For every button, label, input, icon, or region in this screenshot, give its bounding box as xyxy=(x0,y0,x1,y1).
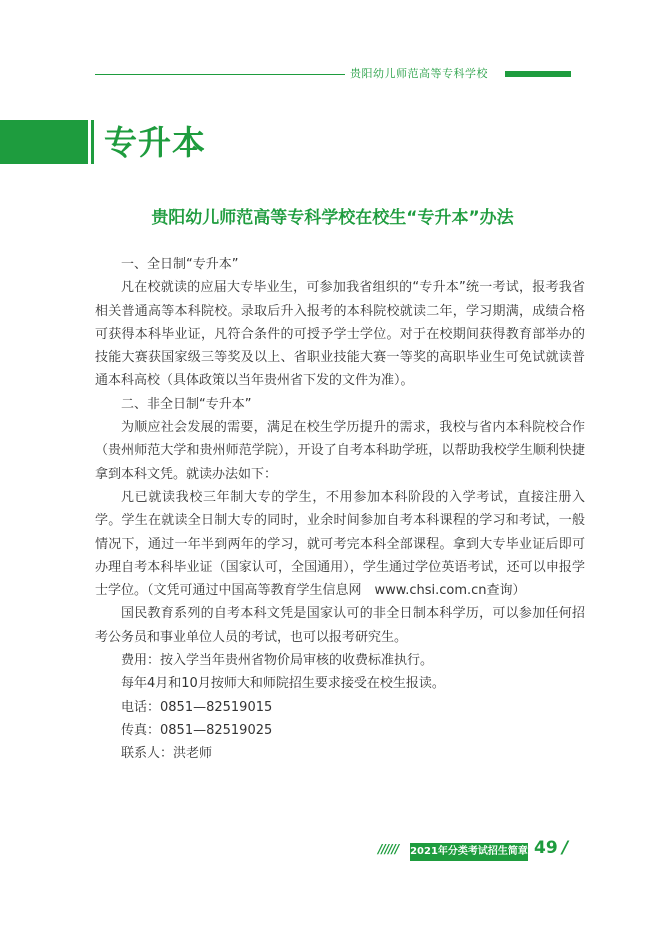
paragraph-phone: 电话：0851—82519015 xyxy=(121,699,273,715)
paragraph-parttime-method: 凡已就读我校三年制大专的学生，不用参加本科阶段的入学考试，直接注册入学。学生在就读全日制大专的同时，业余时间参加自考本科课程的学习和考试，一般情况下，通过一年半到两年的学习，就可考完本科全部课程。拿到大专毕业证后即可办理自考本科毕业证（国家认可，全国通用），学生通过学位英语考试，还可以申报学士学位。（文凭可通过中国高等教育学生信息网 www.chsi.com.cn查询） xyxy=(95,489,585,599)
header-school-name: 贵阳幼儿师范高等专科学校 xyxy=(350,67,488,80)
paragraph-enrollment-time: 每年4月和10月按师大和师院招生要求接受在校生报读。 xyxy=(121,676,445,692)
footer-slashes: ////// xyxy=(378,842,399,856)
section-title: 专升本 xyxy=(104,123,206,162)
paragraph-heading-fulltime: 一、全日制“专升本” xyxy=(121,257,239,272)
footer-end-mark: / xyxy=(562,838,569,858)
paragraph-fees: 费用：按入学当年贵州省物价局审核的收费标准执行。 xyxy=(121,653,434,669)
paragraph-parttime-intro: 为顺应社会发展的需要，满足在校生学历提升的需求，我校与省内本科院校合作（贵州师范大学和贵州师范学院），开设了自考本科助学班，以帮助我校学生顺利快捷拿到本科文凭。就读办法如下： xyxy=(95,420,585,482)
paragraph-heading-parttime: 二、非全日制“专升本” xyxy=(121,396,252,412)
section-banner-bar xyxy=(0,120,88,164)
paragraph-fulltime-body: 凡在校就读的应届大专毕业生，可参加我省组织的“专升本”统一考试，报考我省相关普通高等本科院校。录取后升入报考的本科院校就读二年，学习期满，成绩合格可获得本科毕业证，凡符合条件的可授予学士学位。对于在校期间获得教育部举办的技能大赛获国家级三等奖及以上、省职业技能大赛一等奖的高职毕业生可免试就读普通本科高校（具体政策以当年贵州省下发的文件为准）。 xyxy=(95,280,585,389)
paragraph-fax: 传真：0851—82519025 xyxy=(121,722,273,738)
page-number: 49 xyxy=(534,838,558,858)
header-accent-bar xyxy=(505,71,571,77)
section-banner-stripe xyxy=(91,120,94,164)
article-title: 贵阳幼儿师范高等专科学校在校生“专升本”办法 xyxy=(151,208,514,228)
article-body xyxy=(95,253,585,766)
paragraph-contact: 联系人：洪老师 xyxy=(121,746,213,762)
footer-label: 2021年分类考试招生简章 xyxy=(410,843,528,861)
paragraph-recognition: 国民教育系列的自考本科文凭是国家认可的非全日制本科学历，可以参加任何招考公务员和事业单位人员的考试，也可以报考研究生。 xyxy=(95,606,585,645)
header-rule xyxy=(95,74,345,75)
